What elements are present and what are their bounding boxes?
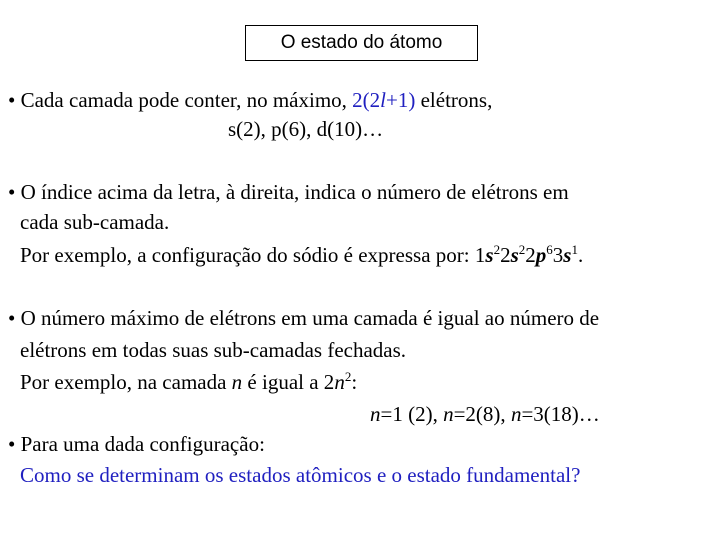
page-title: O estado do átomo <box>245 25 478 61</box>
p2-line3-prefix: Por exemplo, a configuração do sódio é expressa por: <box>20 243 470 267</box>
paragraph-1-line-1 <box>8 88 492 112</box>
sodium-config <box>475 243 578 267</box>
paragraph-2-line-2: cada sub-camada. <box>20 210 170 234</box>
paragraph-3-line-4 <box>370 402 600 426</box>
p1-text: Cada camada pode conter, no máximo, <box>20 88 347 112</box>
config-term: $2p^6$ <box>525 242 553 267</box>
paragraph-3-line-2: elétrons em todas suas sub-camadas fechadas. <box>20 338 407 362</box>
shell-capacity: n=2(8), <box>443 402 506 426</box>
p4-line1: Para uma dada configuração: <box>20 432 265 456</box>
bullet: • <box>8 88 16 112</box>
paragraph-4-question: Como se determinam os estados atômicos e o estado fundamental? <box>20 463 581 487</box>
paragraph-2-line-3: Por exemplo, a configuração do sódio é expressa por: $1s^22s^22p^63s^1$. <box>20 242 584 267</box>
paragraph-3-line-1 <box>8 306 599 330</box>
bullet: • <box>8 432 16 456</box>
bullet: • <box>8 180 16 204</box>
p1-tail: elétrons, <box>420 88 493 112</box>
paragraph-1-line-2: s(2), p(6), d(10)… <box>228 117 384 141</box>
bullet: • <box>8 306 16 330</box>
config-term: $1s^2$ <box>474 242 501 267</box>
p1-formula: 2(2l+1) <box>352 88 416 112</box>
p2-line1: O índice acima da letra, à direita, indica o número de elétrons em <box>20 180 569 204</box>
config-term: $3s^1$ <box>552 242 578 267</box>
paragraph-4-line-1 <box>8 432 265 456</box>
paragraph-2-line-1 <box>8 180 569 204</box>
shell-capacity: n=1 (2), <box>370 402 438 426</box>
shell-capacity: n=3(18)… <box>510 402 600 426</box>
paragraph-3-line-3: Por exemplo, na camada n é igual a $2n^2$: <box>20 369 358 394</box>
config-term: $2s^2$ <box>500 242 526 267</box>
p3-line1: O número máximo de elétrons em uma camada é igual ao número de <box>20 306 600 330</box>
